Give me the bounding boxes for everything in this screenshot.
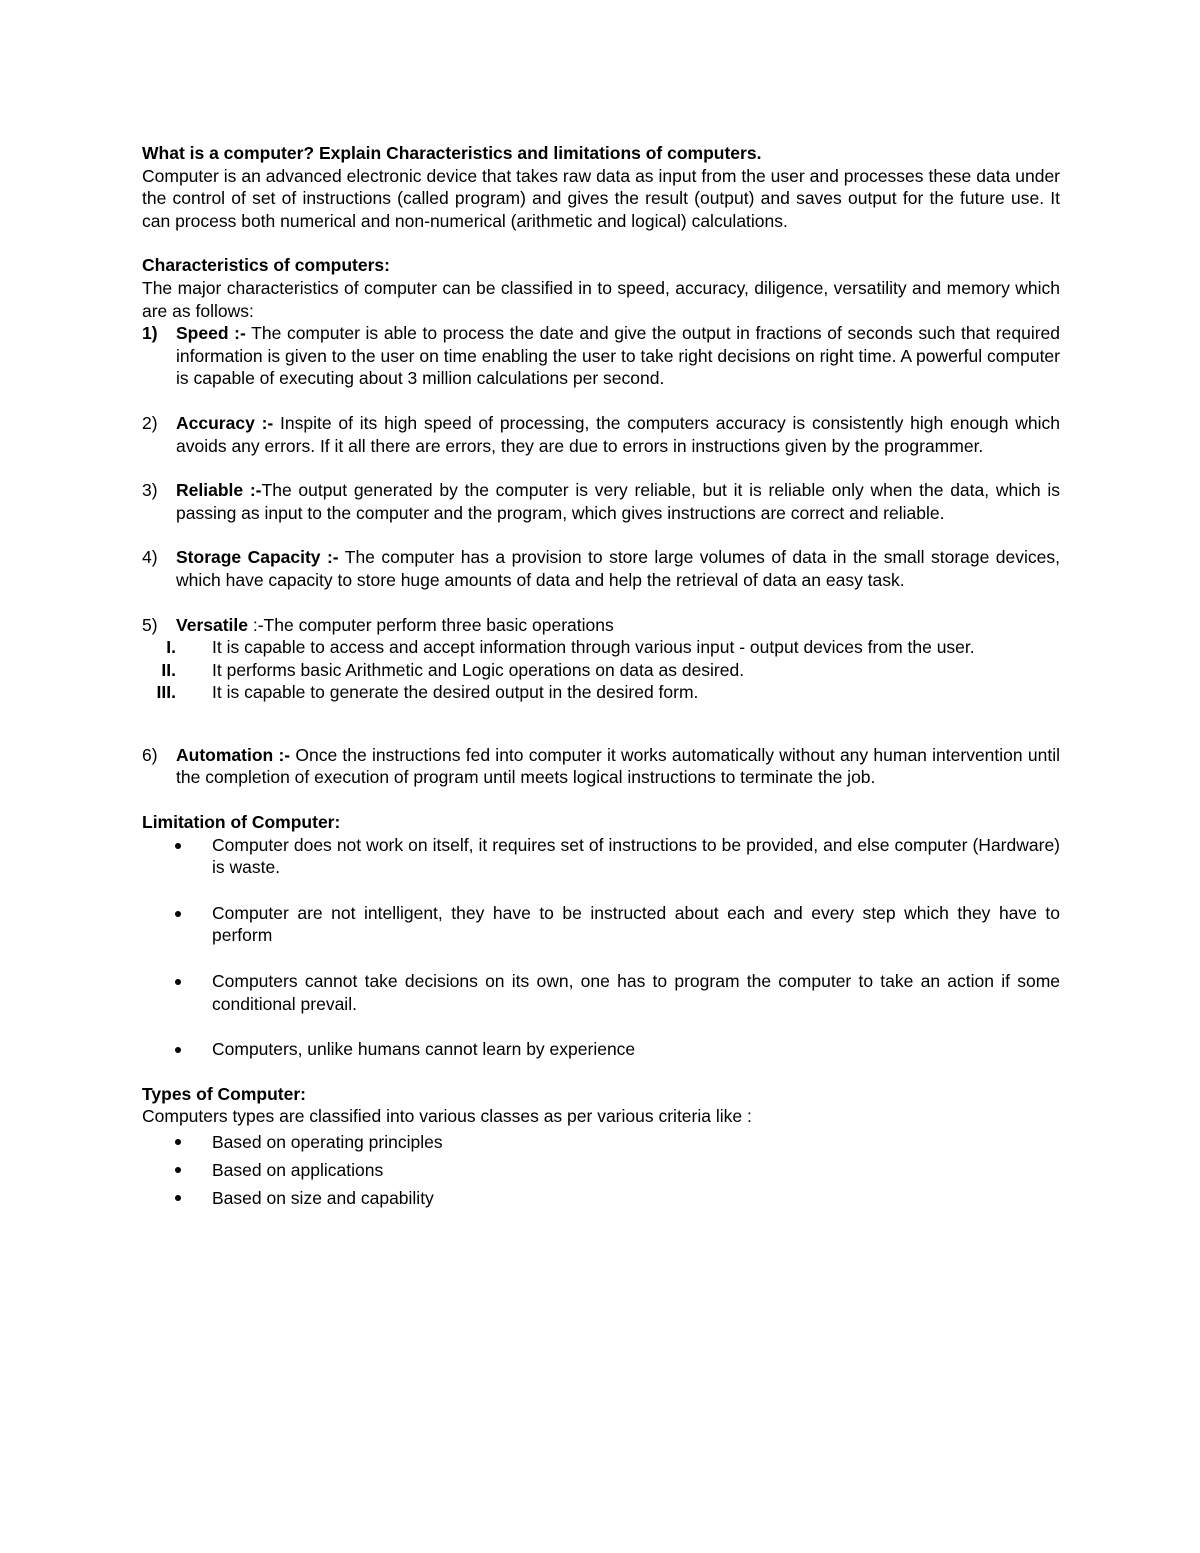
item-text: Once the instructions fed into computer it works automatically without any human intervention until the completion of execution of program until meets logical instructions to terminate the job.	[176, 744, 1060, 788]
bullet-icon	[175, 1167, 181, 1173]
item-number: 5)	[142, 614, 158, 635]
item-text: The computer is able to process the date and give the output in fractions of seconds such that required information is given to the user on time enabling the user to take right decisions on right time. A powerful computer is capable of executing about 3 million calculations per second.	[176, 323, 1060, 389]
item-number: 1)	[142, 323, 158, 344]
bullet-icon	[175, 911, 181, 917]
characteristic-storage-capacity	[142, 546, 1060, 591]
subitem-text: It is capable to access and accept information through various input - output devices from the user.	[212, 637, 975, 658]
limitation-item	[142, 970, 1060, 1015]
item-number: 6)	[142, 744, 158, 765]
type-item	[142, 1184, 1060, 1212]
subitem-text: It is capable to generate the desired output in the desired form.	[212, 682, 699, 703]
characteristic-speed	[142, 322, 1060, 390]
bullet-icon	[175, 1195, 181, 1201]
limitation-item	[142, 1038, 1060, 1061]
bullet-icon	[175, 843, 181, 849]
type-text: Based on size and capability	[212, 1188, 434, 1208]
item-text: Inspite of its high speed of processing, the computers accuracy is consistently high enough which avoids any errors. If it all there are errors, they are due to errors in instructions given by the programmer.	[176, 412, 1060, 456]
intro-paragraph: Computer is an advanced electronic device that takes raw data as input from the user and processes these data under the control of set of instructions (called program) and gives the result (output) and saves output for the future use. It can process both numerical and non-numerical (arithmetic and logical) calculations.	[142, 165, 1060, 231]
type-text: Based on applications	[212, 1160, 384, 1180]
item-keyword: Speed :-	[176, 323, 246, 344]
limitation-item	[142, 834, 1060, 879]
versatile-subitem	[142, 636, 1060, 659]
item-number: 4)	[142, 547, 158, 568]
versatile-subitem	[142, 681, 1060, 704]
bullet-icon	[175, 1139, 181, 1145]
limitation-text: Computer does not work on itself, it requires set of instructions to be provided, and else computer (Hardware) is waste.	[212, 834, 1060, 878]
characteristics-heading: Characteristics of computers:	[142, 255, 390, 276]
types-intro: Computers types are classified into various classes as per various criteria like :	[142, 1106, 752, 1127]
characteristics-intro: The major characteristics of computer can be classified in to speed, accuracy, diligence, versatility and memory which are as follows:	[142, 277, 1060, 321]
item-keyword: Accuracy :-	[176, 412, 274, 433]
item-keyword: Reliable :-	[176, 480, 262, 501]
limitations-heading: Limitation of Computer:	[142, 812, 341, 833]
subitem-text: It performs basic Arithmetic and Logic operations on data as desired.	[212, 659, 745, 680]
item-text: The output generated by the computer is very reliable, but it is reliable only when the data, which is passing as input to the computer and the program, which gives instructions are correct and reliable.	[176, 480, 1060, 523]
limitation-text: Computers cannot take decisions on its own, one has to program the computer to take an action if some conditional prevail.	[212, 971, 1060, 1014]
item-text: :-The computer perform three basic operations	[248, 614, 614, 635]
limitation-item	[142, 902, 1060, 947]
roman-numeral: III.	[156, 682, 176, 703]
characteristic-reliable	[142, 479, 1060, 524]
item-text: The computer has a provision to store large volumes of data in the small storage devices, which have capacity to store huge amounts of data and help the retrieval of data an easy task.	[176, 547, 1060, 590]
bullet-icon	[175, 1047, 181, 1053]
document-title: What is a computer? Explain Characteristics and limitations of computers.	[142, 143, 762, 163]
item-keyword: Storage Capacity :-	[176, 547, 339, 568]
limitation-text: Computers, unlike humans cannot learn by experience	[212, 1039, 636, 1060]
item-number: 3)	[142, 480, 158, 501]
characteristic-automation	[142, 744, 1060, 789]
type-item	[142, 1156, 1060, 1184]
limitation-text: Computer are not intelligent, they have to be instructed about each and every step which they have to perform	[212, 902, 1060, 946]
type-item	[142, 1128, 1060, 1156]
bullet-icon	[175, 979, 181, 985]
roman-numeral: II.	[161, 659, 176, 680]
item-keyword: Automation :-	[176, 744, 291, 765]
characteristic-versatile	[142, 614, 1060, 637]
item-keyword: Versatile	[176, 614, 248, 635]
characteristic-accuracy	[142, 412, 1060, 457]
versatile-subitem	[142, 659, 1060, 682]
item-number: 2)	[142, 412, 158, 433]
types-heading: Types of Computer:	[142, 1083, 306, 1104]
type-text: Based on operating principles	[212, 1132, 443, 1152]
roman-numeral: I.	[166, 637, 176, 658]
